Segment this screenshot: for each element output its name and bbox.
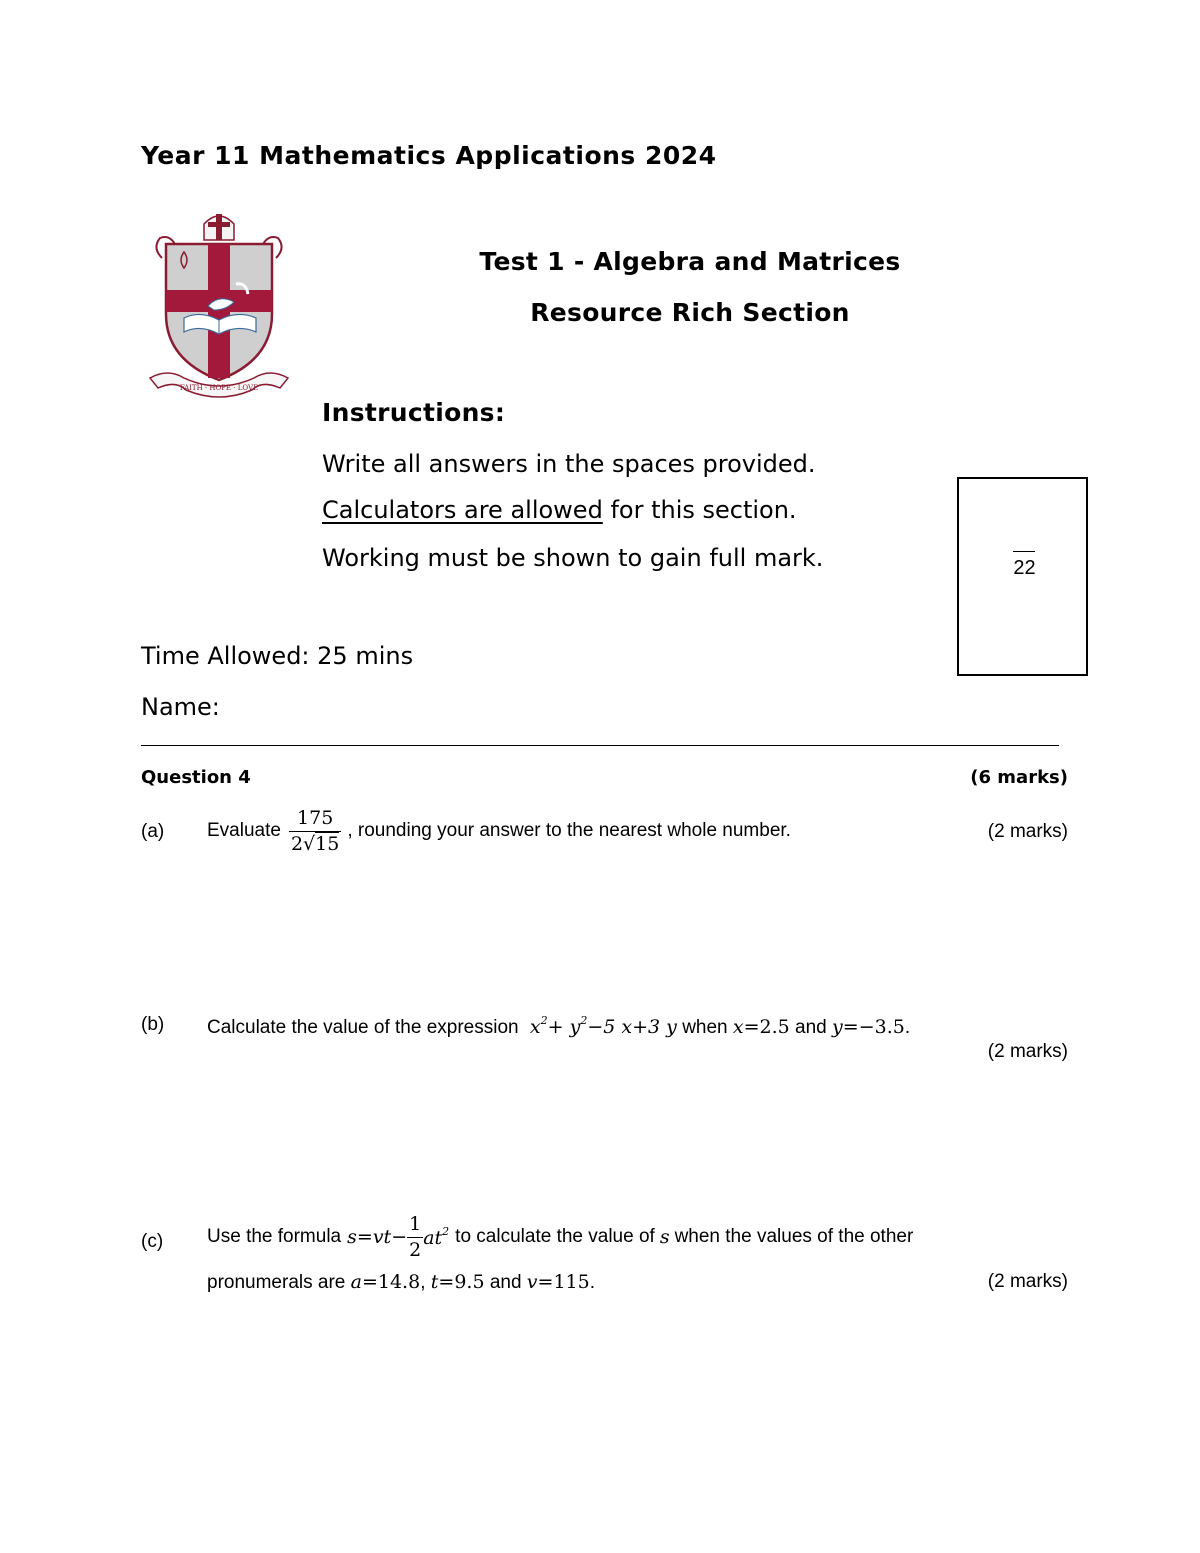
part-c-v-eq: = bbox=[537, 1271, 554, 1293]
part-c-v-var: v bbox=[526, 1271, 538, 1293]
part-b-x-value: 2.5 bbox=[759, 1016, 790, 1038]
part-b-label: (b) bbox=[141, 1014, 165, 1035]
part-c-pre: Use the formula bbox=[207, 1226, 342, 1247]
part-c-s-var: s bbox=[659, 1226, 670, 1248]
question-marks: (6 marks) bbox=[970, 767, 1068, 788]
instructions-heading: Instructions: bbox=[322, 398, 506, 427]
instruction-line-1: Write all answers in the spaces provided. bbox=[322, 450, 816, 478]
part-b-y-value: −3.5 bbox=[858, 1016, 905, 1038]
score-total: 22 bbox=[1013, 557, 1036, 579]
part-c-and: and bbox=[489, 1272, 522, 1293]
crest-motto: FAITH · HOPE · LOVE bbox=[179, 384, 259, 392]
page-title: Year 11 Mathematics Applications 2024 bbox=[141, 141, 717, 170]
part-b-and: and bbox=[795, 1017, 827, 1038]
part-c-line2-pre: pronumerals are bbox=[207, 1272, 346, 1293]
part-a-numerator: 175 bbox=[297, 806, 334, 829]
instruction-line-3: Working must be shown to gain full mark. bbox=[322, 544, 824, 572]
part-b-when: when bbox=[682, 1017, 728, 1038]
part-c-t-eq: = bbox=[438, 1271, 455, 1293]
part-c-formula-tail: $at^2$ bbox=[423, 1225, 450, 1249]
part-c-a-value: 14.8 bbox=[377, 1271, 421, 1293]
part-c-half-num: 1 bbox=[409, 1212, 422, 1235]
part-b-y-var: y bbox=[832, 1016, 843, 1038]
part-a-label: (a) bbox=[141, 821, 165, 842]
part-c-half-den: 2 bbox=[409, 1238, 422, 1261]
part-c-half-fraction bbox=[407, 1212, 423, 1261]
part-c-t-value: 9.5 bbox=[454, 1271, 485, 1293]
part-c-post2: when the values of the other bbox=[674, 1226, 914, 1247]
score-fraction-bar bbox=[1013, 551, 1035, 552]
part-c-formula: s=vt− bbox=[347, 1226, 408, 1248]
part-c-line-2: pronumerals are a=14.8, t=9.5 and v=115. bbox=[207, 1271, 595, 1293]
part-b-pre: Calculate the value of the expression bbox=[207, 1017, 519, 1038]
test-title: Test 1 - Algebra and Matrices bbox=[479, 247, 901, 276]
name-line bbox=[141, 745, 1059, 746]
part-a-fraction bbox=[289, 806, 341, 855]
part-b-expression: $x^2+ y^2-5$ x+3 y bbox=[523, 1014, 677, 1038]
part-c-a-eq: = bbox=[361, 1271, 378, 1293]
part-c-marks: (2 marks) bbox=[987, 1271, 1068, 1292]
part-c-period: . bbox=[589, 1272, 595, 1293]
part-b-text bbox=[207, 1014, 910, 1039]
part-c-t-var: t bbox=[430, 1271, 439, 1293]
sqrt-symbol-icon: √ bbox=[303, 832, 316, 855]
part-b-period: . bbox=[904, 1017, 911, 1038]
part-a-pre: Evaluate bbox=[207, 820, 281, 841]
part-b-y-eq: = bbox=[842, 1016, 859, 1038]
time-allowed: Time Allowed: 25 mins bbox=[141, 642, 414, 670]
part-c-line-1 bbox=[207, 1208, 913, 1266]
instruction-line-2-rest: for this section. bbox=[602, 496, 797, 524]
part-c-label: (c) bbox=[141, 1231, 164, 1252]
question-title: Question 4 bbox=[141, 767, 251, 788]
part-c-a-var: a bbox=[350, 1271, 362, 1293]
part-b-x-var: x bbox=[732, 1016, 744, 1038]
part-a-marks: (2 marks) bbox=[987, 821, 1068, 842]
part-a-text bbox=[207, 800, 791, 862]
part-a-den-coef: 2 bbox=[290, 832, 304, 855]
section-title: Resource Rich Section bbox=[530, 298, 850, 327]
part-a-denominator bbox=[289, 831, 341, 854]
name-label: Name: bbox=[141, 693, 220, 721]
instruction-calculators-allowed: Calculators are allowed bbox=[322, 496, 603, 524]
part-a-radicand: 15 bbox=[315, 832, 340, 855]
instruction-line-2 bbox=[322, 496, 797, 524]
part-a-post: , rounding your answer to the nearest whole number. bbox=[347, 820, 791, 841]
part-c-post: to calculate the value of bbox=[455, 1226, 655, 1247]
score-box bbox=[957, 477, 1088, 676]
part-c-v-value: 115 bbox=[553, 1271, 590, 1293]
part-b-marks: (2 marks) bbox=[987, 1041, 1068, 1062]
part-b-x-eq: = bbox=[743, 1016, 760, 1038]
